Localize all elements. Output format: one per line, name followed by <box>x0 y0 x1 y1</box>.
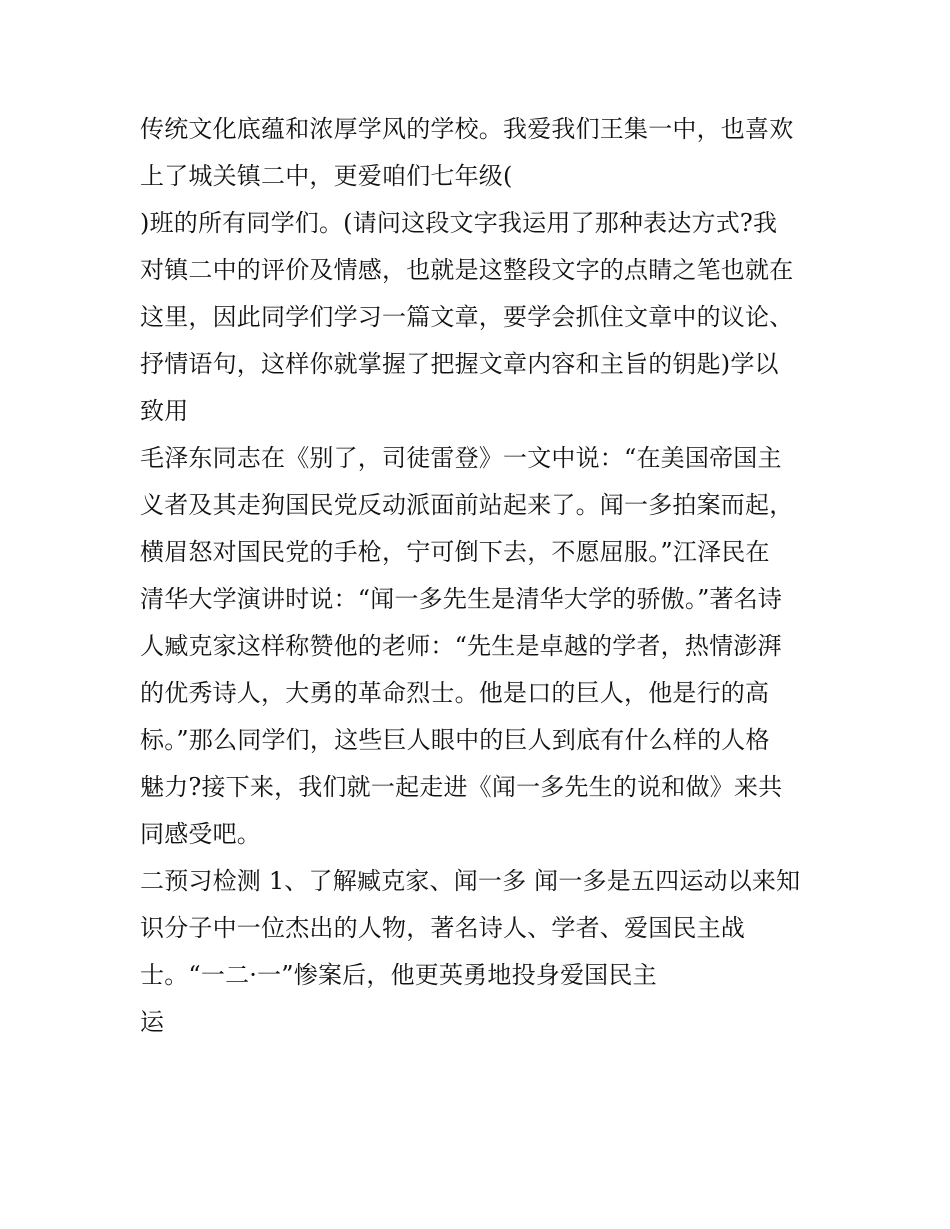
text-line: 清华大学演讲时说：“闻一多先生是清华大学的骄傲。”著名诗 <box>140 585 783 613</box>
text-line: 横眉怒对国民党的手枪，宁可倒下去，不愿屈服。”江泽民在 <box>140 538 770 566</box>
text-line: 义者及其走狗国民党反动派面前站起来了。闻一多拍案而起， <box>140 491 794 519</box>
text-line: 传统文化底蕴和浓厚学风的学校。我爱我们王集一中，也喜欢 <box>140 115 794 143</box>
text-line: 对镇二中的评价及情感，也就是这整段文字的点睛之笔也就在 <box>140 256 794 284</box>
text-line: 毛泽东同志在《别了，司徒雷登》一文中说：“在美国帝国主 <box>140 444 782 472</box>
text-line: 人臧克家这样称赞他的老师：“先生是卓越的学者，热情澎湃 <box>140 632 782 660</box>
text-line: 二预习检测 1、了解臧克家、闻一多 闻一多是五四运动以来知 <box>140 867 801 895</box>
text-line: 识分子中一位杰出的人物，著名诗人、学者、爱国民主战 <box>140 914 745 942</box>
text-line: 抒情语句，这样你就掌握了把握文章内容和主旨的钥匙)学以 <box>140 350 779 378</box>
text-line: 同感受吧。 <box>140 820 261 848</box>
text-line: 魅力?接下来，我们就一起走进《闻一多先生的说和做》来共 <box>140 773 783 801</box>
text-line: 标。”那么同学们，这些巨人眼中的巨人到底有什么样的人格 <box>140 726 770 754</box>
text-line: 致用 <box>140 397 189 425</box>
text-line: 的优秀诗人，大勇的革命烈士。他是口的巨人，他是行的高 <box>140 679 770 707</box>
document-body <box>140 106 820 1046</box>
text-line: 这里，因此同学们学习一篇文章，要学会抓住文章中的议论、 <box>140 303 794 331</box>
text-line: 上了城关镇二中，更爱咱们七年级( <box>140 162 513 190</box>
text-line: 士。“一二·一”惨案后，他更英勇地投身爱国民主 <box>140 961 657 989</box>
text-line: )班的所有同学们。(请问这段文字我运用了那种表达方式?我 <box>140 209 778 237</box>
text-line: 运 <box>140 1008 165 1036</box>
